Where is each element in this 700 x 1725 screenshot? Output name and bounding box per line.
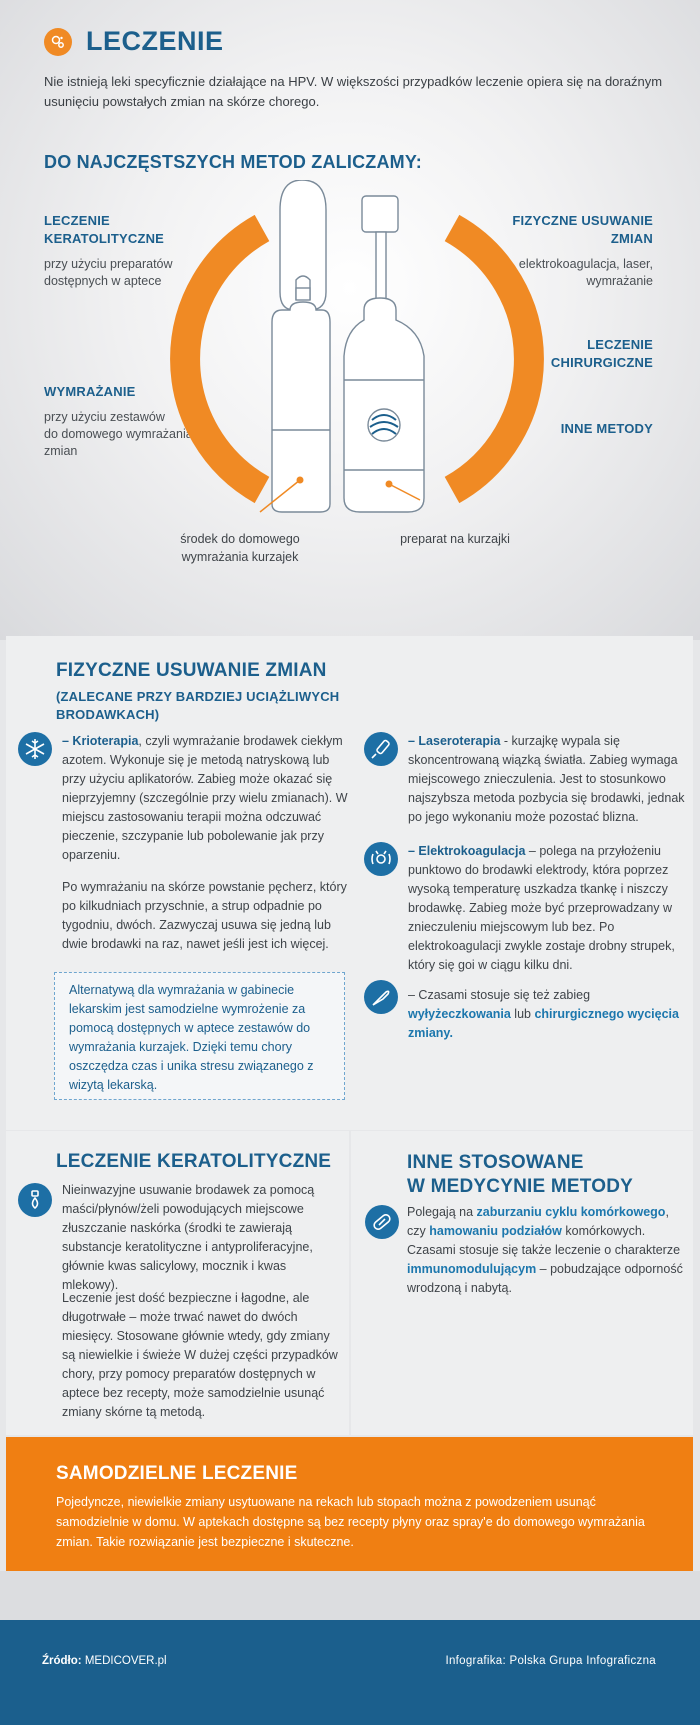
footer bbox=[0, 1620, 700, 1725]
method-desc-line: zmian bbox=[44, 444, 78, 458]
self-treatment-banner bbox=[6, 1437, 693, 1571]
caption-preparat: preparat na kurzajki bbox=[400, 532, 510, 546]
subtitle-line: (ZALECANE PRZY BARDZIEJ UCIĄŻLIWYCH bbox=[56, 689, 340, 704]
other-methods-card bbox=[351, 1131, 693, 1435]
physical-title: FIZYCZNE USUWANIE ZMIAN bbox=[56, 660, 327, 681]
physical-removal-card bbox=[6, 636, 693, 1130]
title-row bbox=[44, 26, 224, 57]
method-title-line: ZMIAN bbox=[610, 231, 653, 246]
other-text: , czy bbox=[407, 1205, 669, 1238]
snowflake-icon bbox=[18, 732, 52, 766]
scalpel-icon bbox=[364, 980, 398, 1014]
source-value: MEDICOVER.pl bbox=[84, 1655, 167, 1667]
surgery-pre: – Czasami stosuje się też zabieg bbox=[408, 988, 591, 1002]
keratolytic-p1: Nieinwazyjne usuwanie brodawek za pomocą maści/płynów/żeli powodujących miejscowe złuszczanie naskórka (środki te zawierają substancje keratolityczne i antyproliferacyjne, głównie kwas salicylowy, mocznik i kwas mlekowy). bbox=[62, 1183, 315, 1292]
surgery-term2: chirurgicznego wycięcia zmiany. bbox=[408, 1007, 679, 1040]
method-desc-line: wymrażanie bbox=[586, 274, 653, 288]
method-title-line: KERATOLITYCZNE bbox=[44, 231, 165, 246]
other-text: komórkowych. Czasami stosuje się także leczenie o charakterze bbox=[407, 1224, 681, 1257]
method-desc-line: do domowego wymrażania bbox=[44, 427, 193, 441]
credit: Infografika: Polska Grupa Infograficzna bbox=[445, 1655, 656, 1667]
method-desc-line: przy użyciu zestawów bbox=[44, 410, 165, 424]
self-treatment-title: SAMODZIELNE LECZENIE bbox=[56, 1463, 298, 1484]
method-title-line: LECZENIE bbox=[44, 213, 110, 228]
method-title-line: INNE METODY bbox=[560, 421, 653, 436]
caption-line: wymrażania kurzajek bbox=[181, 550, 299, 564]
krioterapia-text-2: Po wymrażaniu na skórze powstanie pęcherz, który po kilkudniach przyschnie, a strup odpadnie po tygodniu, dwóch. Zazwyczaj usuwa się jedną lub dwie brodawki na raz, nawet jeśli jest ich więcej. bbox=[62, 880, 347, 951]
spray-bottle bbox=[272, 180, 330, 512]
decorative-strip bbox=[0, 1571, 700, 1620]
laseroterapia-desc: - kurzajkę wypala się skoncentrowaną wiązką światła. Zabieg wymaga miejscowego znieczulenia. Jest to stosunkowo najszybsza metoda pozbycia się brodawki, jednak po jego wykonaniu może pozostać blizna. bbox=[408, 734, 685, 824]
preparat-bottle bbox=[344, 196, 424, 512]
physical-subtitle bbox=[56, 688, 339, 724]
krioterapia-term: – Krioterapia bbox=[62, 734, 139, 748]
method-title-line: WYMRAŻANIE bbox=[44, 384, 136, 399]
laseroterapia-term: – Laseroterapia bbox=[408, 734, 501, 748]
surgery-mid: lub bbox=[510, 1007, 535, 1021]
method-title-line: CHIRURGICZNE bbox=[550, 355, 653, 370]
method-desc-line: elektrokoagulacja, laser, bbox=[518, 257, 653, 271]
method-desc-line: przy użyciu preparatów bbox=[44, 257, 173, 271]
title-line: W MEDYCYNIE METODY bbox=[407, 1176, 633, 1197]
method-title-line: LECZENIE bbox=[587, 337, 653, 352]
surgery-text bbox=[408, 986, 690, 1043]
elektrokoagulacja-text bbox=[408, 842, 690, 975]
other-methods-text bbox=[407, 1203, 683, 1298]
source bbox=[42, 1655, 167, 1667]
method-title-line: FIZYCZNE USUWANIE bbox=[512, 213, 653, 228]
bacteria-icon bbox=[44, 28, 72, 56]
elektrokoagulacja-desc: – polega na przyłożeniu punktowo do brodawki elektrody, która poprzez wysoką temperaturę uszkadza tkankę i niszczy brodawkę. Zabieg może być przeprowadzany w znieczuleniu miejscowym lub bez. Po elektrokoagulacji zwykle zostaje drobny strupek, który się goi w ciągu kilku dni. bbox=[408, 844, 675, 972]
title-line: INNE STOSOWANE bbox=[407, 1152, 584, 1173]
right-arc bbox=[452, 228, 529, 490]
page-title: LECZENIE bbox=[86, 26, 224, 56]
krioterapia-text bbox=[62, 732, 352, 865]
home-freezing-note: Alternatywą dla wymrażania w gabinecie lekarskim jest samodzielne wymrożenie za pomocą dostępnych w aptece zestawów do wymrażania kurzajek. Dzięki temu chory oszczędza czas i unika stresu związanego z wizytą lekarską. bbox=[54, 972, 345, 1100]
methods-heading: DO NAJCZĘSTSZYCH METOD ZALICZAMY: bbox=[44, 152, 422, 172]
source-label: Źródło: bbox=[42, 1655, 82, 1667]
caption-line: środek do domowego bbox=[180, 532, 300, 546]
self-treatment-text: Pojedyncze, niewielkie zmiany usytuowane na rekach lub stopach można z powodzeniem usunąć samodzielnie w domu. W aptekach dostępne są bez recepty płyny oraz spray'e do domowego wymrażania zmian. Takie rozwiązanie jest bezpieczne i skuteczne. bbox=[56, 1495, 645, 1549]
keratolytic-title: LECZENIE KERATOLITYCZNE bbox=[56, 1151, 332, 1172]
surgery-term1: wyłyżeczkowania bbox=[408, 1007, 511, 1021]
bottles-illustration bbox=[0, 180, 700, 520]
keratolytic-p2: Leczenie jest dość bezpieczne i łagodne, ale długotrwałe – może trwać nawet do dwóch miesięcy. Stosowane głównie wtedy, gdy zmiany są niewielkie i świeże W dużej części przypadków chory, przy pomocy preparatów dostępnych w aptece bez recepty, może samodzielnie usunąć zmiany skórne tą metodą. bbox=[62, 1291, 338, 1419]
laseroterapia-text bbox=[408, 732, 690, 827]
laser-icon bbox=[364, 732, 398, 766]
other-key: hamowaniu podziałów bbox=[429, 1224, 562, 1238]
pill-icon bbox=[365, 1205, 399, 1239]
krioterapia-desc: , czyli wymrażanie brodawek ciekłym azotem. Wykonuje się je metodą natryskową lub przy użyciu aplikatorów. Zabieg może okazać się nieprzyjemny (szczególnie przy wielu zmianach). W miejscu zastosowaniu terapii można odczuwać pieczenie, szczypanie lub pobolewanie jak przy oparzeniu. bbox=[62, 734, 348, 862]
other-key: immunomodulującym bbox=[407, 1262, 537, 1276]
caption-spray bbox=[165, 530, 315, 566]
method-desc-line: dostępnych w aptece bbox=[44, 274, 162, 288]
subtitle-line: BRODAWKACH) bbox=[56, 707, 160, 722]
other-methods-title bbox=[407, 1151, 633, 1199]
other-text: Polegają na bbox=[407, 1205, 477, 1219]
dropper-icon bbox=[18, 1183, 52, 1217]
other-key: zaburzaniu cyklu komórkowego bbox=[476, 1205, 666, 1219]
electrode-icon bbox=[364, 842, 398, 876]
other-text: – pobudzające odporność wrodzoną i nabytą. bbox=[407, 1262, 683, 1295]
keratolytic-card bbox=[6, 1131, 349, 1435]
intro-text: Nie istnieją leki specyficznie działające na HPV. W większości przypadków leczenie opiera się na doraźnym usunięciu powstałych zmian na skórze chorego. bbox=[44, 74, 663, 109]
elektrokoagulacja-term: – Elektrokoagulacja bbox=[408, 844, 526, 858]
left-arc bbox=[185, 228, 262, 490]
